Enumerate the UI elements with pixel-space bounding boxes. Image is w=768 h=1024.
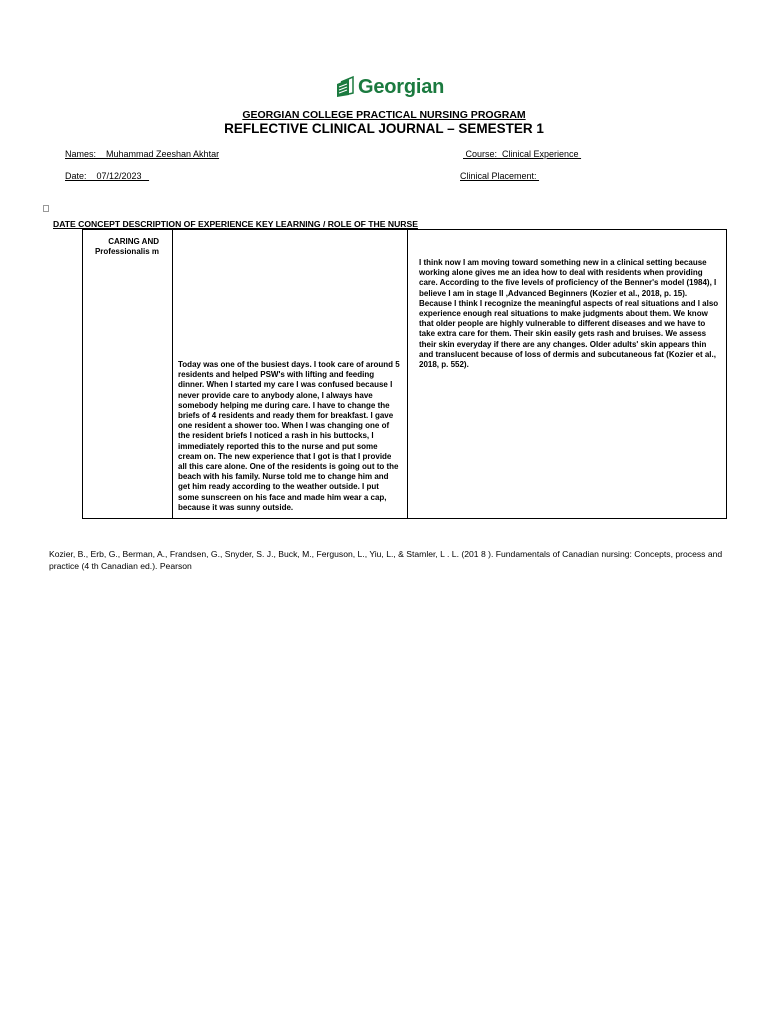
logo-text: Georgian	[358, 75, 445, 98]
georgian-logo	[335, 72, 444, 102]
journal-title: REFLECTIVE CLINICAL JOURNAL – SEMESTER 1	[224, 121, 544, 136]
table-header: DATE CONCEPT DESCRIPTION OF EXPERIENCE KEY LEARNING / ROLE OF THE NURSE	[53, 219, 418, 229]
journal-table	[82, 229, 727, 519]
concept-cell: CARING AND Professionalis m	[83, 230, 173, 518]
description-cell	[173, 230, 408, 518]
description-text: Today was one of the busiest days. I took care of around 5 residents and helped PSW's with lifting and feeding dinner. When I started my care I was confused because I never provide care to anybody alone, I always have somebody helping me during care. I have to change the briefs of 4 residents and ready them for breakfast. I gave one resident a shower too. When I was changing one of the resident briefs I noticed a rash in his buttocks, I immediately reported this to the nurse and put some cream on. The new experience that I got is that I provide all this care alone. One of the residents is going out to the beach with his family. Nurse told me to change him and get him ready according to the weather outside. I put some sunscreen on his face and made him wear a cap, because it was sunny outside.	[178, 359, 400, 512]
program-heading: GEORGIAN COLLEGE PRACTICAL NURSING PROGRAM	[242, 109, 526, 121]
clinical-placement-field: Clinical Placement:	[460, 171, 540, 181]
key-learning-cell: I think now I am moving toward something new in a clinical setting because working alone gives me an idea how to deal with residents when providing care. According to the five levels of proficiency of the Benner's model (1984), I believe I am in stage II ,Advanced Beginners (Kozier et al., 2018, p. 15). Because I think I recognize the meaningful aspects of real situations and I also experience enough real situations to make judgments about them. We know that older people are highly vulnerable to different diseases and we have to take extra care for them. Their skin easily gets rash and bruises. We assess their skin everyday if there are any changes. Older adults' skin appears thin and translucent because of loss of dermis and subcutaneous fat (Kozier et al., 2018, p. 552).	[419, 258, 719, 370]
names-field: Names: Muhammad Zeeshan Akhtar	[65, 149, 220, 159]
georgian-leaf-icon	[335, 75, 355, 99]
placeholder-box-icon	[43, 205, 49, 212]
course-field: Course: Clinical Experience	[463, 149, 582, 159]
date-field: Date: 07/12/2023	[65, 171, 150, 181]
reference-citation: Kozier, B., Erb, G., Berman, A., Frandsen, G., Snyder, S. J., Buck, M., Ferguson, L., Yiu, L., & Stamler, L . L. (201 8 ). Fundamentals of Canadian nursing: Concepts, process and practice (4 th Canadian ed.). Pearson	[49, 549, 723, 571]
